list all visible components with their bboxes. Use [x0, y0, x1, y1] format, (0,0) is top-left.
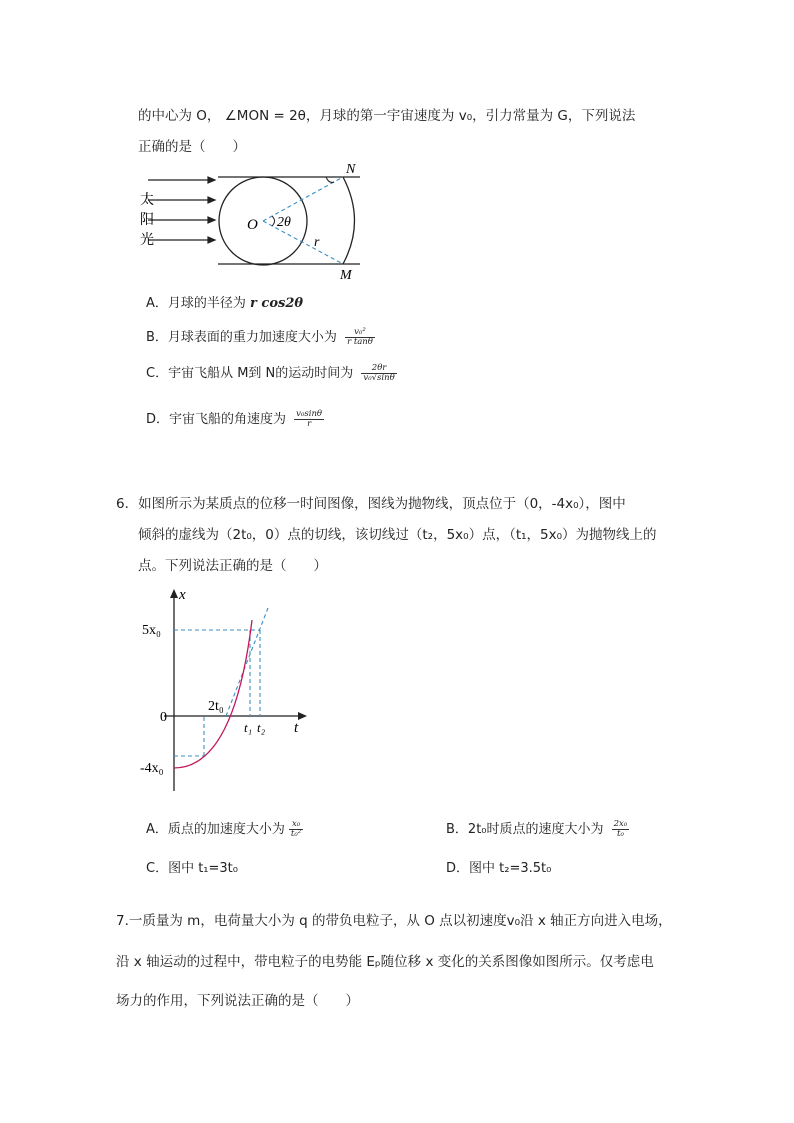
q5-option-a[interactable]: [146, 292, 303, 311]
fraction-numerator: v₀sinθ: [296, 408, 323, 419]
option-math: r cos2θ: [250, 296, 304, 311]
q6-position-time-graph: [134, 586, 314, 796]
fraction-denominator: t₀²: [290, 829, 302, 839]
option-letter: C．: [146, 366, 169, 381]
radius-OM: [263, 221, 343, 264]
option-letter: A．: [146, 296, 168, 311]
q6-option-a[interactable]: [146, 818, 303, 839]
label-r: r: [314, 235, 320, 250]
q7-line2: 沿 x 轴运动的过程中，带电粒子的电势能 Eₚ随位移 x 变化的关系图像如图所示。仅考虑电: [116, 954, 654, 970]
sunlight-label-2: 阳: [140, 212, 154, 228]
option-text: 质点的加速度大小为: [167, 822, 285, 837]
option-letter: A．: [146, 822, 168, 837]
y-axis-arrow: [170, 589, 178, 598]
q6-option-c[interactable]: [146, 857, 238, 876]
option-letter: B．: [146, 330, 168, 345]
option-letter: D．: [446, 861, 470, 876]
fraction-denominator: v₀√sinθ: [363, 373, 395, 383]
q6-stem-line2: 倾斜的虚线为（2t₀，0）点的切线，该切线过（t₂，5x₀）点，（t₁，5x₀）为抛物线上的: [138, 527, 657, 543]
y-tick-5x0: 5x₀: [142, 623, 161, 638]
x-axis-label: t: [294, 720, 299, 736]
fraction: [289, 820, 303, 840]
option-text: 月球表面的重力加速度大小为: [167, 330, 342, 345]
option-text: 宇宙飞船的角速度为: [169, 412, 291, 427]
label-M: M: [340, 268, 352, 283]
option-text: 月球的半径为: [167, 296, 251, 311]
angle-arc: [272, 216, 275, 226]
label-N: N: [346, 162, 356, 177]
fraction-denominator: r tanθ: [347, 337, 373, 347]
label-angle: 2θ: [277, 215, 291, 230]
q7-line3: 场力的作用，下列说法正确的是（ ）: [116, 993, 359, 1009]
option-letter: C．: [146, 861, 169, 876]
q6-stem-line1: 6．如图所示为某质点的位移一时间图像，图线为抛物线，顶点位于（0，-4x₀），图中: [116, 496, 626, 512]
q6-option-b[interactable]: [446, 818, 629, 839]
fraction-numerator: 2x₀: [613, 818, 628, 829]
orbit-arc: [343, 177, 355, 264]
parabola-curve: [174, 620, 252, 768]
arrow-head-3: [208, 217, 215, 223]
fraction: [612, 820, 630, 840]
q5-moon-orbit-figure: [130, 158, 370, 283]
fraction: [361, 364, 396, 384]
tangent-line: [226, 608, 268, 716]
q6-stem-line3: 点。下列说法正确的是（ ）: [138, 558, 327, 574]
q7-line1: 7.一质量为 m，电荷量大小为 q 的带负电粒子，从 O 点以初速度v₀沿 x 轴正方向进入电场，: [116, 913, 672, 929]
fraction: [345, 328, 375, 348]
fraction-denominator: r: [307, 419, 312, 429]
x-axis-arrow: [298, 712, 307, 720]
option-text: 宇宙飞船从 M到 N的运动时间为: [168, 366, 358, 381]
option-text: 图中 t₂=3.5t₀: [469, 861, 552, 876]
arrow-head-4: [208, 237, 215, 243]
angle-mark-N: [326, 177, 334, 182]
q5-option-d[interactable]: [146, 408, 324, 429]
sunlight-label-3: 光: [140, 232, 154, 248]
x-tick-t2: t₂: [257, 720, 266, 735]
fraction: [294, 410, 324, 430]
option-text: 图中 t₁=3t₀: [168, 861, 238, 876]
q5-stem-line2: 正确的是（ ）: [138, 139, 246, 155]
fraction-numerator: v₀²: [345, 328, 375, 338]
option-letter: B．: [446, 822, 468, 837]
y-tick-neg4x0: -4x₀: [140, 761, 164, 776]
arrow-head-2: [208, 197, 215, 203]
arrow-head-1: [208, 177, 215, 183]
y-tick-0: 0: [160, 710, 167, 725]
radius-ON: [263, 177, 343, 221]
q6-option-d[interactable]: [446, 857, 551, 876]
x-tick-2t0: 2t₀: [208, 699, 224, 714]
fraction-numerator: 2θr: [361, 364, 396, 374]
q5-stem-line1: 的中心为 O， ∠MON = 2θ，月球的第一宇宙速度为 v₀，引力常量为 G，下列说法: [138, 108, 636, 124]
fraction-denominator: t₀: [617, 829, 624, 839]
y-axis-label: x: [179, 587, 186, 603]
q5-option-c[interactable]: [146, 362, 397, 383]
q5-option-b[interactable]: [146, 326, 375, 347]
x-tick-t1: t₁: [244, 720, 253, 735]
fraction-numerator: x₀: [289, 820, 303, 830]
option-letter: D．: [146, 412, 170, 427]
label-O: O: [247, 217, 258, 233]
sunlight-label-1: 太: [140, 192, 154, 208]
option-text: 2t₀时质点的速度大小为: [467, 822, 608, 837]
